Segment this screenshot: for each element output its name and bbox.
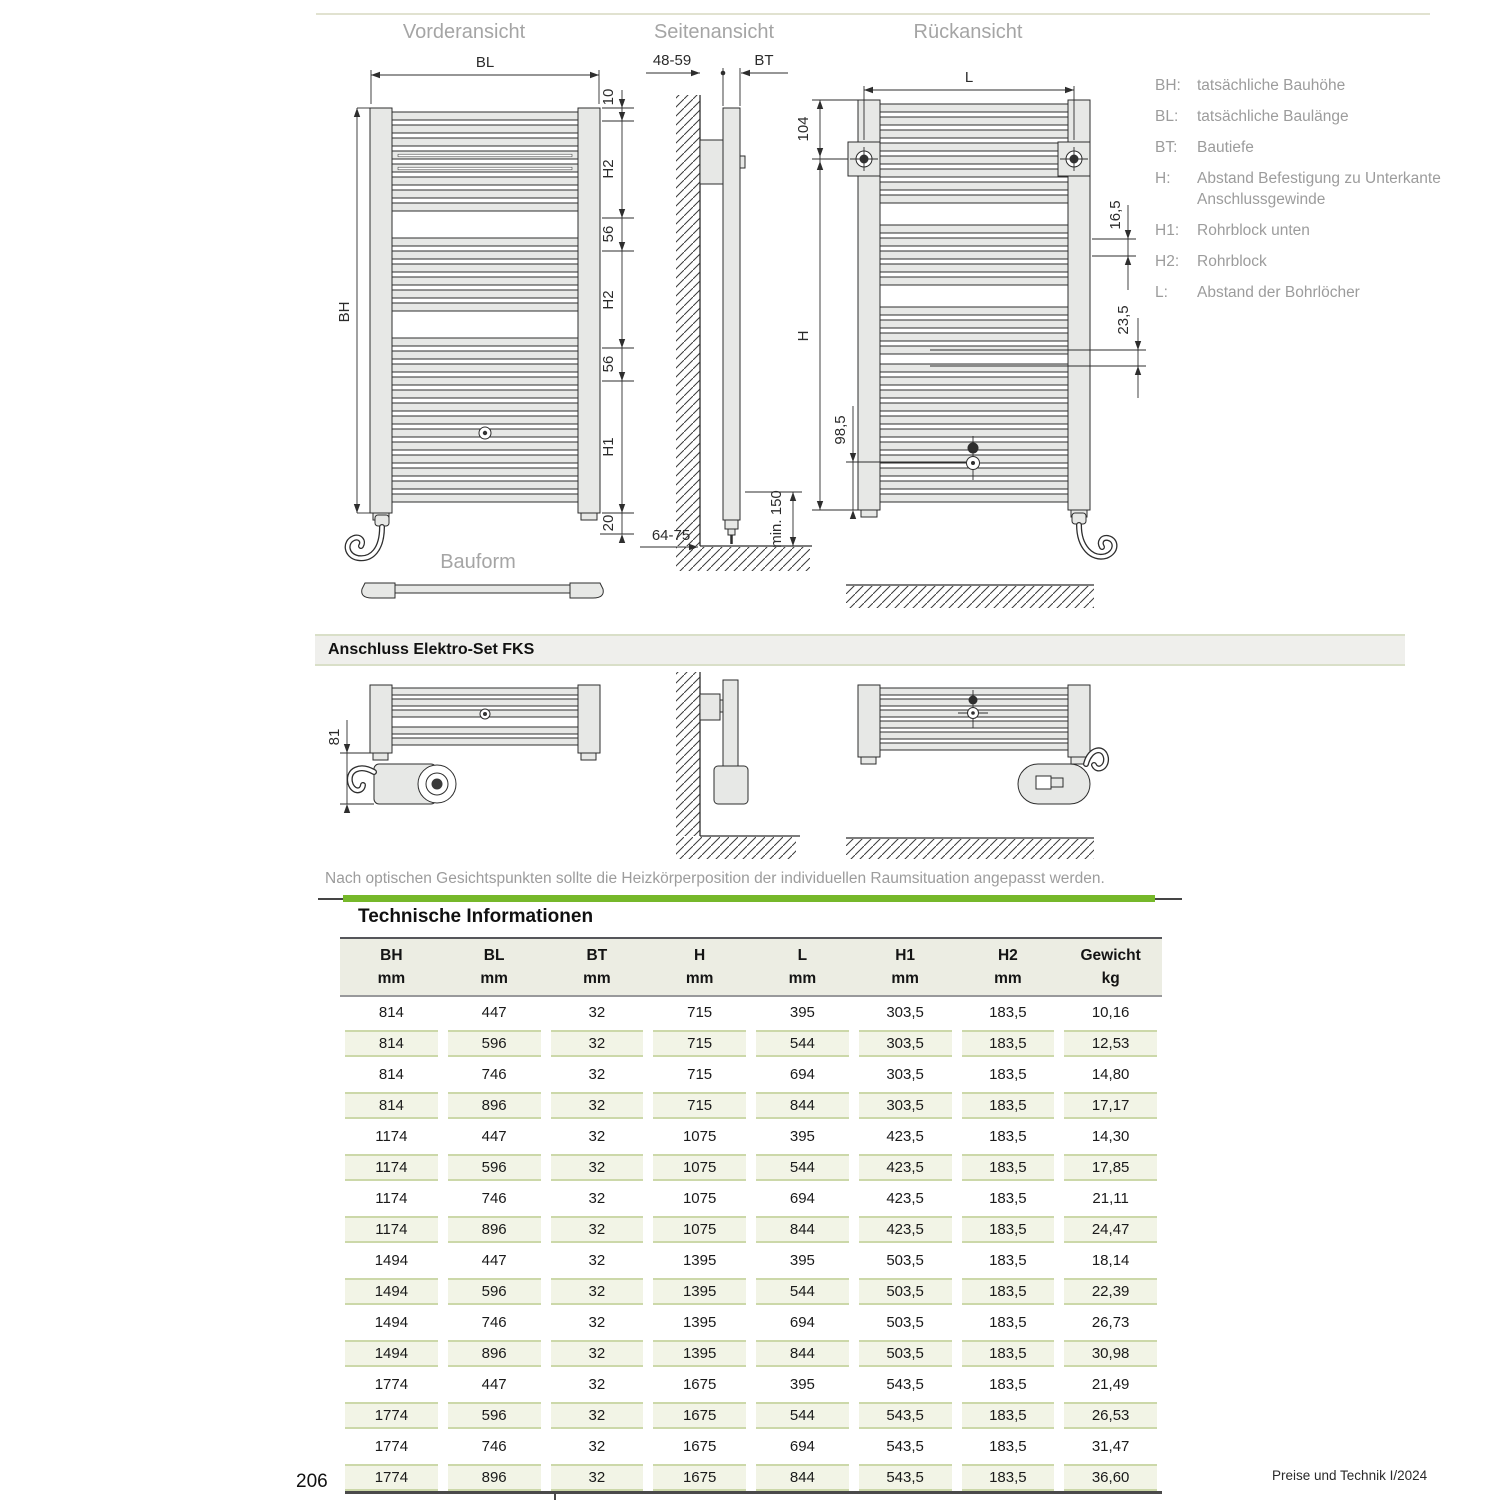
bauform-shape [362, 583, 604, 598]
table-cell: 32 [551, 1216, 644, 1243]
table-cell: 17,17 [1064, 1092, 1157, 1119]
cable-hook-icon [1072, 513, 1115, 557]
table-cell: 183,5 [962, 1092, 1055, 1119]
dim-104: 104 [795, 116, 812, 142]
table-cell: 1075 [653, 1154, 746, 1181]
table-cell: 543,5 [886, 1376, 924, 1393]
table-cell: 844 [756, 1464, 849, 1491]
table-cell: 303,5 [886, 1066, 924, 1083]
column-header: BL mm [480, 946, 508, 987]
table-cell: 12,53 [1064, 1030, 1157, 1057]
table-cell: 17,85 [1064, 1154, 1157, 1181]
table-cell: 21,49 [1091, 1376, 1130, 1393]
note-text: Nach optischen Gesichtspunkten sollte die Heizkörperposition der individuellen Raumsituation angepasst werden. [325, 870, 1105, 887]
legend-item [1155, 169, 1455, 209]
table-cell: 32 [588, 1376, 606, 1393]
table-cell: 183,5 [989, 1066, 1027, 1083]
table-cell: 544 [756, 1030, 849, 1057]
table-cell: 844 [756, 1216, 849, 1243]
legend-item [1155, 138, 1455, 158]
dim-10: 10 [600, 88, 617, 106]
table-cell: 896 [448, 1464, 541, 1491]
legend-desc: Abstand Befestigung zu Unterkante Anschlussgewinde [1197, 170, 1441, 208]
legend-desc: Rohrblock unten [1197, 221, 1310, 239]
table-cell: 746 [481, 1190, 507, 1207]
table-cell: 1395 [653, 1340, 746, 1367]
table-cell: 544 [756, 1154, 849, 1181]
table-cell: 32 [551, 1402, 644, 1429]
table-cell: 14,80 [1091, 1066, 1130, 1083]
bottom-tick [554, 1494, 556, 1500]
side-view-drawing [640, 52, 812, 571]
table-cell: 1774 [374, 1438, 409, 1455]
table-cell: 303,5 [859, 1030, 952, 1057]
table-cell: 1675 [682, 1376, 717, 1393]
dim-bh: BH [336, 301, 353, 323]
rear-view-drawing [795, 69, 1146, 608]
table-cell: 694 [789, 1190, 815, 1207]
table-cell: 1774 [345, 1402, 438, 1429]
table-cell: 447 [481, 1252, 507, 1269]
table-cell: 26,73 [1091, 1314, 1130, 1331]
table-row [340, 1214, 1162, 1245]
table-cell: 503,5 [859, 1340, 952, 1367]
table-cell: 32 [551, 1154, 644, 1181]
table-cell: 896 [448, 1092, 541, 1119]
table-cell: 503,5 [859, 1278, 952, 1305]
table-row [340, 1276, 1162, 1307]
table-cell: 814 [345, 1092, 438, 1119]
dim-56-upper: 56 [600, 225, 617, 243]
fks-rear-drawing [846, 685, 1106, 859]
dim-h2-upper: H2 [600, 159, 617, 179]
side-view-title: Seitenansicht [653, 21, 775, 43]
table-cell: 1075 [653, 1216, 746, 1243]
column-header: Gewicht kg [1080, 946, 1141, 987]
legend [1155, 76, 1455, 314]
table-cell: 183,5 [989, 1128, 1027, 1145]
table-cell: 183,5 [989, 1252, 1027, 1269]
table-cell: 715 [653, 1030, 746, 1057]
fks-front-drawing [326, 685, 600, 813]
table-cell: 1774 [374, 1376, 409, 1393]
table-row [340, 997, 1162, 1028]
table-cell: 543,5 [886, 1438, 924, 1455]
table-cell: 896 [448, 1340, 541, 1367]
table-cell: 183,5 [989, 1314, 1027, 1331]
table-cell: 694 [789, 1066, 815, 1083]
table-row [340, 1307, 1162, 1338]
table-body [340, 997, 1162, 1493]
dim-min150: min. 150 [768, 490, 785, 548]
technical-table [340, 937, 1162, 1493]
table-cell: 183,5 [962, 1154, 1055, 1181]
table-cell: 18,14 [1091, 1252, 1130, 1269]
table-cell: 32 [588, 1066, 606, 1083]
table-cell: 21,11 [1092, 1190, 1129, 1207]
table-cell: 423,5 [859, 1154, 952, 1181]
table-cell: 694 [789, 1314, 815, 1331]
legend-term: BL: [1155, 108, 1179, 126]
table-cell: 596 [448, 1154, 541, 1181]
fks-section-header [315, 634, 1405, 666]
table-cell: 303,5 [886, 1004, 924, 1021]
dim-l: L [964, 69, 974, 86]
dim-23-5: 23,5 [1115, 305, 1132, 335]
legend-desc: Rohrblock [1197, 252, 1267, 270]
table-cell: 395 [789, 1252, 815, 1269]
table-cell: 543,5 [859, 1464, 952, 1491]
legend-term: H: [1155, 170, 1171, 188]
cable-hook-icon [348, 515, 389, 558]
edition-label: Preise und Technik I/2024 [1272, 1468, 1428, 1483]
electric-element-plug-icon [1018, 750, 1106, 804]
table-cell: 814 [378, 1004, 404, 1021]
table-cell: 32 [588, 1190, 606, 1207]
table-row [340, 1431, 1162, 1462]
dim-98-5: 98,5 [832, 415, 849, 445]
table-row [340, 1369, 1162, 1400]
front-view-drawing [336, 54, 634, 598]
table-cell: 1174 [345, 1216, 438, 1243]
dim-bt: BT [754, 52, 774, 69]
electric-heating-element-icon [350, 764, 456, 804]
dim-bl: BL [475, 54, 495, 71]
table-cell: 32 [588, 1252, 606, 1269]
column-header: H mm [685, 946, 714, 987]
dim-16-5: 16,5 [1107, 200, 1124, 230]
table-cell: 22,39 [1064, 1278, 1157, 1305]
table-cell: 1675 [682, 1438, 717, 1455]
table-cell: 32 [588, 1438, 606, 1455]
table-cell: 1774 [345, 1464, 438, 1491]
table-cell: 715 [653, 1092, 746, 1119]
table-cell: 30,98 [1064, 1340, 1157, 1367]
table-cell: 303,5 [859, 1092, 952, 1119]
table-cell: 32 [551, 1464, 644, 1491]
legend-item [1155, 283, 1455, 303]
table-row [340, 1059, 1162, 1090]
dim-56-lower: 56 [600, 355, 617, 373]
legend-item [1155, 221, 1455, 241]
table-cell: 596 [448, 1402, 541, 1429]
table-cell: 32 [588, 1314, 606, 1331]
table-cell: 715 [687, 1066, 713, 1083]
table-cell: 32 [551, 1030, 644, 1057]
table-cell: 32 [551, 1092, 644, 1119]
table-cell: 746 [481, 1438, 507, 1455]
table-cell: 32 [551, 1340, 644, 1367]
table-row [340, 1028, 1162, 1059]
table-cell: 814 [345, 1030, 438, 1057]
table-cell: 183,5 [989, 1376, 1027, 1393]
table-cell: 423,5 [859, 1216, 952, 1243]
table-cell: 694 [789, 1438, 815, 1455]
legend-desc: tatsächliche Bauhöhe [1197, 77, 1346, 94]
table-cell: 183,5 [989, 1190, 1027, 1207]
table-cell: 1395 [682, 1252, 717, 1269]
table-row [340, 1245, 1162, 1276]
legend-item [1155, 76, 1455, 96]
table-cell: 814 [378, 1066, 404, 1083]
table-cell: 1174 [345, 1154, 438, 1181]
table-cell: 183,5 [962, 1030, 1055, 1057]
legend-desc: Abstand der Bohrlöcher [1197, 283, 1360, 301]
table-cell: 10,16 [1091, 1004, 1130, 1021]
table-cell: 544 [756, 1278, 849, 1305]
table-cell: 715 [687, 1004, 713, 1021]
table-cell: 183,5 [962, 1464, 1055, 1491]
table-cell: 447 [481, 1004, 507, 1021]
table-cell: 1494 [345, 1278, 438, 1305]
table-cell: 896 [448, 1216, 541, 1243]
table-row [340, 1462, 1162, 1493]
table-row [340, 1338, 1162, 1369]
table-cell: 1075 [682, 1128, 717, 1145]
dim-81: 81 [326, 728, 343, 746]
table-cell: 1494 [345, 1340, 438, 1367]
table-cell: 395 [789, 1128, 815, 1145]
table-cell: 1174 [375, 1128, 408, 1145]
dim-20: 20 [600, 514, 617, 532]
legend-term: H1: [1155, 221, 1180, 239]
dim-h: H [795, 330, 812, 342]
legend-desc: Bautiefe [1197, 139, 1254, 157]
legend-desc: tatsächliche Baulänge [1197, 108, 1349, 126]
table-cell: 1494 [374, 1314, 409, 1331]
table-title: Technische Informationen [358, 906, 594, 927]
legend-term: H2: [1155, 252, 1180, 270]
table-cell: 26,53 [1064, 1402, 1157, 1429]
legend-item [1155, 252, 1455, 272]
table-cell: 596 [448, 1030, 541, 1057]
dim-64-75: 64-75 [651, 527, 691, 544]
table-cell: 395 [789, 1004, 815, 1021]
table-cell: 423,5 [886, 1190, 924, 1207]
table-row [340, 1152, 1162, 1183]
table-cell: 543,5 [859, 1402, 952, 1429]
table-cell: 32 [588, 1004, 606, 1021]
dim-h2-lower: H2 [600, 290, 617, 310]
table-row [340, 1183, 1162, 1214]
table-cell: 183,5 [989, 1438, 1027, 1455]
table-cell: 503,5 [886, 1252, 924, 1269]
table-cell: 746 [481, 1066, 507, 1083]
column-header: BT mm [583, 946, 611, 987]
column-header: H2 mm [994, 946, 1022, 987]
front-view-title: Vorderansicht [402, 21, 526, 43]
table-row [340, 1400, 1162, 1431]
green-divider [343, 895, 1155, 902]
table-cell: 447 [481, 1376, 507, 1393]
dim-h1: H1 [600, 437, 617, 457]
table-cell: 1174 [375, 1190, 408, 1207]
table-cell: 1395 [653, 1278, 746, 1305]
table-cell: 844 [756, 1340, 849, 1367]
page-number: 206 [296, 1471, 328, 1492]
table-cell: 183,5 [962, 1402, 1055, 1429]
column-header: L mm [788, 946, 817, 987]
table-cell: 447 [481, 1128, 507, 1145]
wall-bracket-icon [848, 142, 880, 176]
table-cell: 31,47 [1091, 1438, 1130, 1455]
table-cell: 32 [588, 1128, 606, 1145]
table-cell: 544 [756, 1402, 849, 1429]
table-cell: 1395 [682, 1314, 717, 1331]
table-cell: 1675 [653, 1464, 746, 1491]
table-bottom-rule [345, 1491, 1162, 1494]
table-cell: 844 [756, 1092, 849, 1119]
fks-section-title: Anschluss Elektro-Set FKS [328, 641, 535, 658]
dim-48-59: 48-59 [652, 52, 692, 69]
table-cell: 36,60 [1064, 1464, 1157, 1491]
legend-term: BH: [1155, 77, 1181, 94]
table-cell: 596 [448, 1278, 541, 1305]
table-header [340, 937, 1162, 997]
table-cell: 14,30 [1091, 1128, 1130, 1145]
table-cell: 746 [481, 1314, 507, 1331]
table-row [340, 1121, 1162, 1152]
column-header: BH mm [377, 946, 406, 987]
table-cell: 1675 [653, 1402, 746, 1429]
legend-term: BT: [1155, 139, 1178, 157]
table-cell: 24,47 [1064, 1216, 1157, 1243]
table-cell: 183,5 [962, 1278, 1055, 1305]
table-cell: 503,5 [886, 1314, 924, 1331]
table-cell: 423,5 [886, 1128, 924, 1145]
wall-bracket-icon [1058, 142, 1090, 176]
legend-term: L: [1155, 283, 1168, 301]
bauform-label: Bauform [440, 551, 516, 573]
fks-side-drawing [676, 672, 800, 859]
column-header: H1 mm [891, 946, 919, 987]
table-row [340, 1090, 1162, 1121]
table-cell: 183,5 [962, 1340, 1055, 1367]
table-cell: 1075 [682, 1190, 717, 1207]
table-cell: 395 [789, 1376, 815, 1393]
table-cell: 183,5 [989, 1004, 1027, 1021]
rear-view-title: Rückansicht [913, 21, 1023, 43]
table-cell: 1494 [374, 1252, 409, 1269]
table-cell: 32 [551, 1278, 644, 1305]
legend-item [1155, 107, 1455, 127]
table-cell: 183,5 [962, 1216, 1055, 1243]
